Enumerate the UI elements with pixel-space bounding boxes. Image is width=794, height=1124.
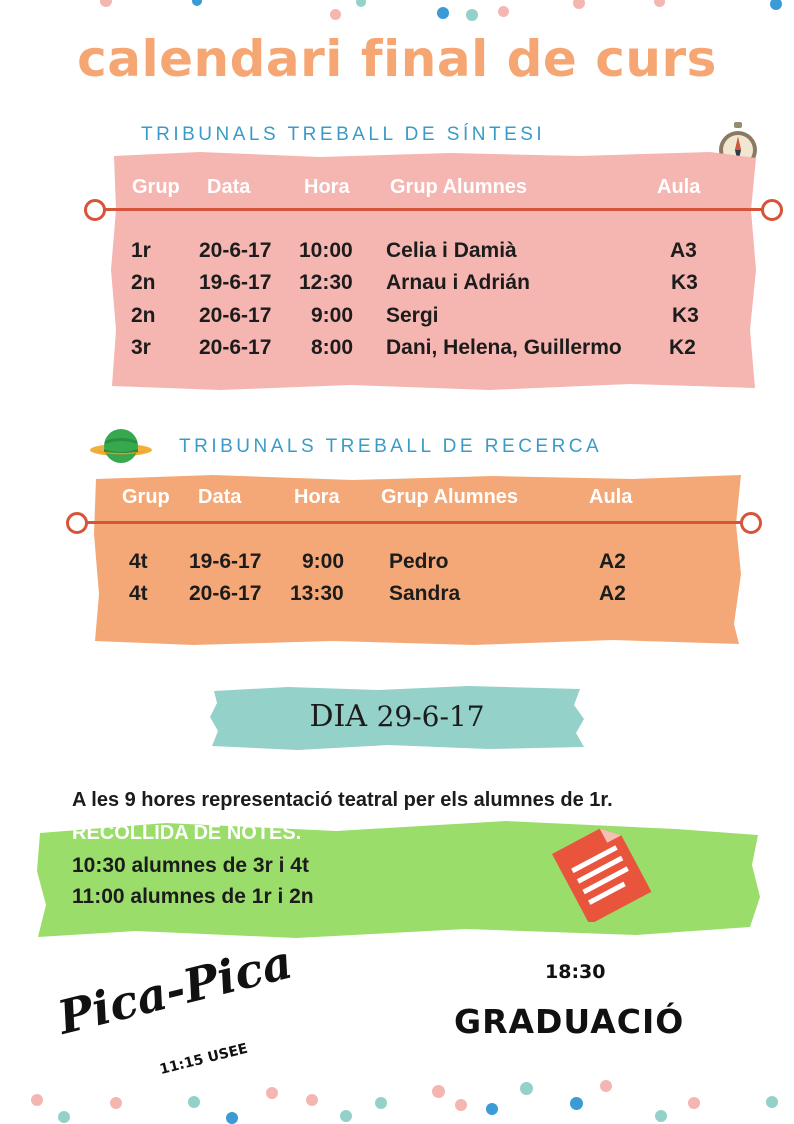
cell-grup: 2n [131, 304, 156, 327]
day-banner-text [208, 699, 586, 734]
notes-line-2: 10:30 alumnes de 3r i 4t [72, 854, 309, 877]
col-header-alumnes: Grup Alumnes [381, 486, 519, 508]
col-header-alumnes: Grup Alumnes [390, 176, 528, 198]
sintesi-header-rule [104, 208, 764, 211]
cell-hora: 13:30 [290, 582, 344, 605]
cell-grup: 4t [129, 582, 148, 605]
cell-hora: 12:30 [299, 271, 353, 294]
cell-data: 19-6-17 [189, 550, 262, 573]
cell-alumnes: Arnau i Adrián [386, 271, 530, 294]
cell-alumnes: Celia i Damià [386, 239, 517, 262]
rule-endpoint [84, 199, 106, 221]
cell-hora: 9:00 [311, 304, 354, 327]
cell-aula: K3 [672, 304, 699, 327]
cell-hora: 10:00 [299, 239, 353, 262]
cell-alumnes: Pedro [389, 550, 449, 573]
page-title: calendari final de curs [77, 30, 717, 88]
recerca-heading: TRIBUNALS TREBALL DE RECERCA [179, 436, 603, 457]
planet-icon [88, 425, 154, 469]
picapica-time: 11:15 USEE [158, 1040, 250, 1078]
cell-data: 20-6-17 [199, 336, 272, 359]
day-date: 29-6-17 [376, 700, 485, 733]
notes-line-1: A les 9 hores representació teatral per els alumnes de 1r. [72, 789, 613, 811]
cell-data: 20-6-17 [189, 582, 262, 605]
graduacio-time: 18:30 [545, 961, 606, 983]
cell-data: 19-6-17 [199, 271, 272, 294]
notes-line-3: 11:00 alumnes de 1r i 2n [72, 885, 314, 908]
picapica-title: Pica-Pica [52, 934, 298, 1045]
col-header-data: Data [198, 486, 242, 508]
rule-endpoint [66, 512, 88, 534]
cell-aula: A2 [599, 582, 626, 605]
cell-alumnes: Sergi [386, 304, 439, 327]
cell-grup: 4t [129, 550, 148, 573]
col-header-hora: Hora [294, 486, 340, 508]
recerca-header-rule [86, 521, 746, 524]
col-header-aula: Aula [589, 486, 633, 508]
sintesi-heading: TRIBUNALS TREBALL DE SÍNTESI [141, 124, 546, 145]
col-header-grup: Grup [132, 176, 180, 198]
cell-hora: 9:00 [302, 550, 345, 573]
graduacio-title: GRADUACIÓ [454, 1002, 685, 1041]
cell-alumnes: Dani, Helena, Guillermo [386, 336, 622, 359]
cell-aula: A2 [599, 550, 626, 573]
col-header-hora: Hora [304, 176, 350, 198]
cell-data: 20-6-17 [199, 239, 272, 262]
day-label: DIA [309, 699, 368, 734]
rule-endpoint [740, 512, 762, 534]
col-header-grup: Grup [122, 486, 170, 508]
cell-grup: 1r [131, 239, 151, 262]
cell-grup: 3r [131, 336, 151, 359]
col-header-aula: Aula [657, 176, 701, 198]
day-banner [208, 685, 586, 751]
cell-data: 20-6-17 [199, 304, 272, 327]
rule-endpoint [761, 199, 783, 221]
cell-aula: K2 [669, 336, 696, 359]
notes-recollida: RECOLLIDA DE NOTES. [72, 822, 302, 844]
cell-alumnes: Sandra [389, 582, 461, 605]
cell-aula: K3 [671, 271, 698, 294]
cell-grup: 2n [131, 271, 156, 294]
document-icon [544, 822, 654, 922]
cell-hora: 8:00 [311, 336, 354, 359]
cell-aula: A3 [670, 239, 697, 262]
col-header-data: Data [207, 176, 251, 198]
